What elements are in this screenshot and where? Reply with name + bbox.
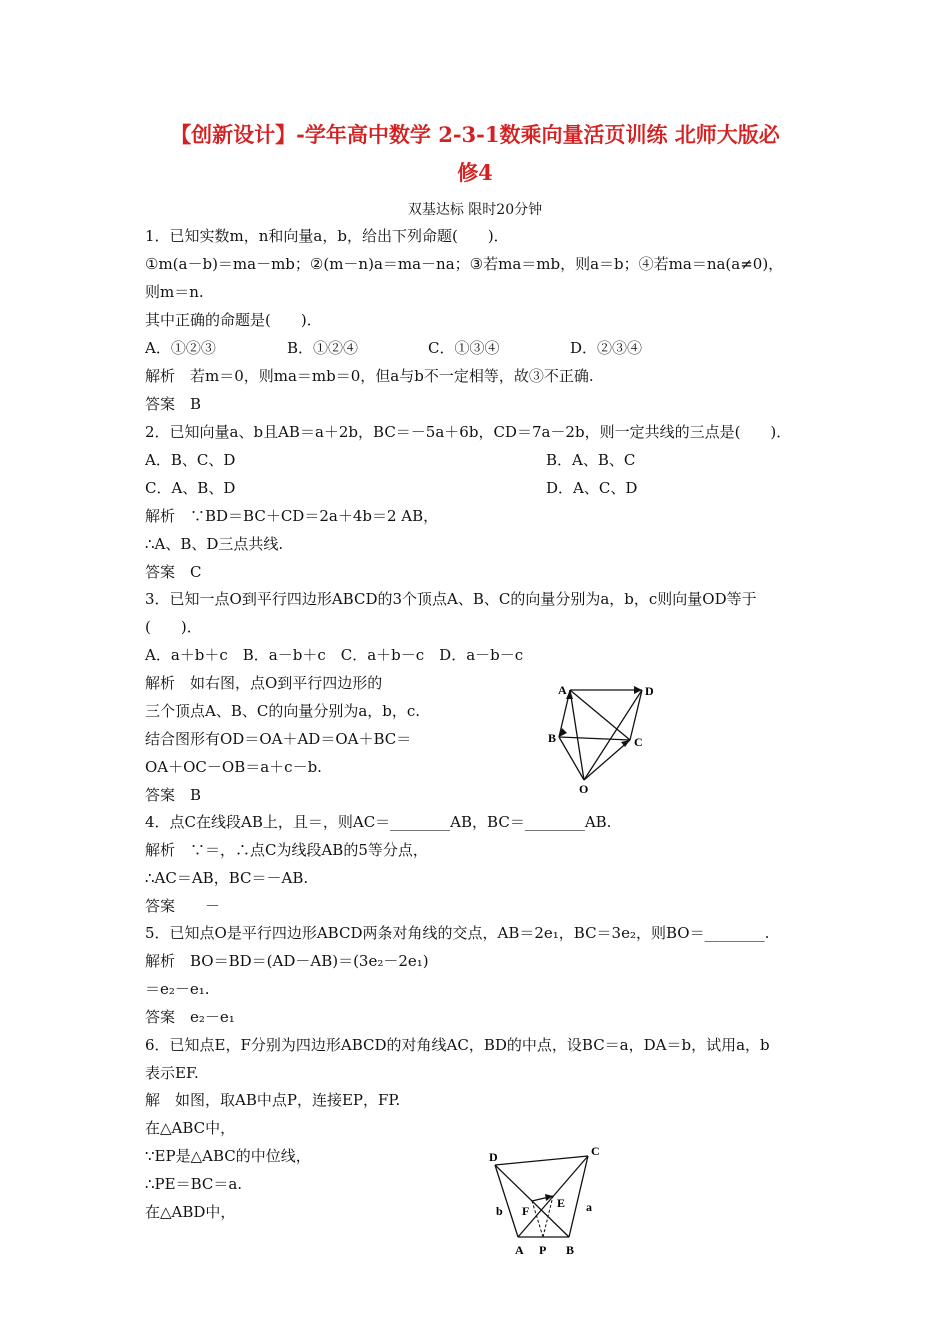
- q6-solution-4: ∴PE＝BC＝a.: [145, 1175, 243, 1193]
- segment-ac: [570, 690, 630, 740]
- segment-bc: [559, 737, 630, 740]
- q3-stem-cont: ( )．: [145, 618, 202, 636]
- section-label: 双基达标 限时20分钟: [407, 202, 543, 218]
- q1-analysis: 解析 若m＝0，则ma＝mb＝0，但a与b不一定相等，故③不正确.: [145, 367, 594, 385]
- q5-analysis-1: 解析 BO＝BD＝(AD－AB)＝(3e₂－2e₁): [145, 952, 429, 970]
- q3-label-c: C: [634, 735, 643, 749]
- q2-analysis-1: 解析 ∵BD＝BC＋CD＝2a＋4b＝2 AB，: [145, 507, 439, 525]
- q3-analysis-2: 三个顶点A、B、C的向量分别为a，b，c.: [145, 702, 421, 720]
- q6-stem: 6．已知点E，F分别为四边形ABCD的对角线AC，BD的中点，设BC＝a，DA＝b，试用a，b: [145, 1036, 770, 1054]
- q2-option-d: D．A、C、D: [546, 479, 638, 497]
- q6-quadrilateral-figure: [482, 1143, 614, 1261]
- q1-option-b: B．①②④: [287, 339, 359, 357]
- q1-option-d: D．②③④: [570, 339, 643, 357]
- doc-title-line2: 修4: [457, 160, 493, 185]
- q6-label-b-vector: b: [496, 1204, 503, 1218]
- q1-ask: 其中正确的命题是( )．: [145, 311, 322, 329]
- q6-label-f: F: [522, 1204, 530, 1218]
- q3-parallelogram-figure: [548, 680, 668, 796]
- q1-option-c: C．①③④: [428, 339, 500, 357]
- q3-stem: 3．已知一点O到平行四边形ABCD的3个顶点A、B、C的向量分别为a，b，c则向量OD等于: [145, 590, 757, 608]
- q5-answer: 答案 e₂－e₁: [145, 1008, 235, 1026]
- q4-stem: 4．点C在线段AB上，且＝，则AC＝________AB，BC＝________AB.: [145, 813, 612, 831]
- q6-label-a: A: [515, 1243, 524, 1257]
- q3-label-a: A: [558, 683, 567, 697]
- q3-label-o: O: [579, 782, 589, 796]
- doc-title-line1: 【创新设计】-学年高中数学 2-3-1数乘向量活页训练 北师大版必: [170, 122, 780, 147]
- q4-analysis-1: 解析 ∵＝，∴点C为线段AB的5等分点，: [145, 841, 428, 859]
- q6-label-p: P: [539, 1243, 547, 1257]
- q1-props: ①m(a－b)＝ma－mb；②(m－n)a＝ma－na；③若ma＝mb，则a＝b；④若ma＝na(a≠0)，: [145, 255, 784, 273]
- q3-answer: 答案 B: [145, 786, 202, 804]
- q2-analysis-2: ∴A、B、D三点共线.: [145, 535, 284, 553]
- q1-option-a: A．①②③: [145, 339, 216, 357]
- q3-label-d: D: [645, 684, 654, 698]
- q1-props-cont: 则m＝n.: [145, 283, 204, 301]
- q2-option-c: C．A、B、D: [145, 479, 236, 497]
- q6-solution-2: 在△ABC中，: [145, 1119, 236, 1137]
- q3-analysis-1: 解析 如右图，点O到平行四边形的: [145, 674, 383, 692]
- q3-options: A．a＋b＋c B．a－b＋c C．a＋b－c D．a－b－c: [145, 646, 524, 664]
- segment-dc: [630, 690, 642, 740]
- q2-option-a: A．B、C、D: [145, 451, 236, 469]
- q2-stem: 2．已知向量a、b且AB＝a＋2b，BC＝－5a＋6b，CD＝7a－2b，则一定共线的三点是( )．: [145, 423, 792, 441]
- q6-solution-3: ∵EP是△ABC的中位线，: [145, 1147, 311, 1165]
- q6-label-c: C: [591, 1144, 600, 1158]
- q6-label-e: E: [557, 1196, 566, 1210]
- segment-cb: [569, 1156, 588, 1237]
- q3-analysis-4: OA＋OC－OB＝a＋c－b.: [145, 758, 322, 776]
- q4-analysis-2: ∴AC＝AB，BC＝－AB.: [145, 869, 309, 887]
- q6-solution-1: 解 如图，取AB中点P，连接EP，FP.: [145, 1091, 401, 1109]
- vector-oc: [584, 740, 630, 780]
- q2-option-b: B．A、B、C: [546, 451, 636, 469]
- q1-answer: 答案 B: [145, 395, 202, 413]
- q5-analysis-2: ＝e₂－e₁.: [145, 980, 210, 998]
- q5-stem: 5．已知点O是平行四边形ABCD两条对角线的交点，AB＝2e₁，BC＝3e₂，则BO＝________.: [145, 924, 770, 942]
- segment-dc: [495, 1156, 588, 1165]
- q6-solution-5: 在△ABD中，: [145, 1203, 236, 1221]
- q6-stem-cont: 表示EF.: [145, 1064, 199, 1082]
- q4-answer: 答案 －: [145, 897, 221, 915]
- q1-stem: 1．已知实数m，n和向量a，b，给出下列命题( )．: [145, 227, 509, 245]
- q6-label-a-vector: a: [586, 1200, 592, 1214]
- q6-label-b: B: [566, 1243, 575, 1257]
- q3-analysis-3: 结合图形有OD＝OA＋AD＝OA＋BC＝: [145, 730, 412, 748]
- q2-answer: 答案 C: [145, 563, 202, 581]
- q6-label-d: D: [489, 1150, 498, 1164]
- vector-oa: [570, 690, 584, 780]
- q3-label-b: B: [548, 731, 557, 745]
